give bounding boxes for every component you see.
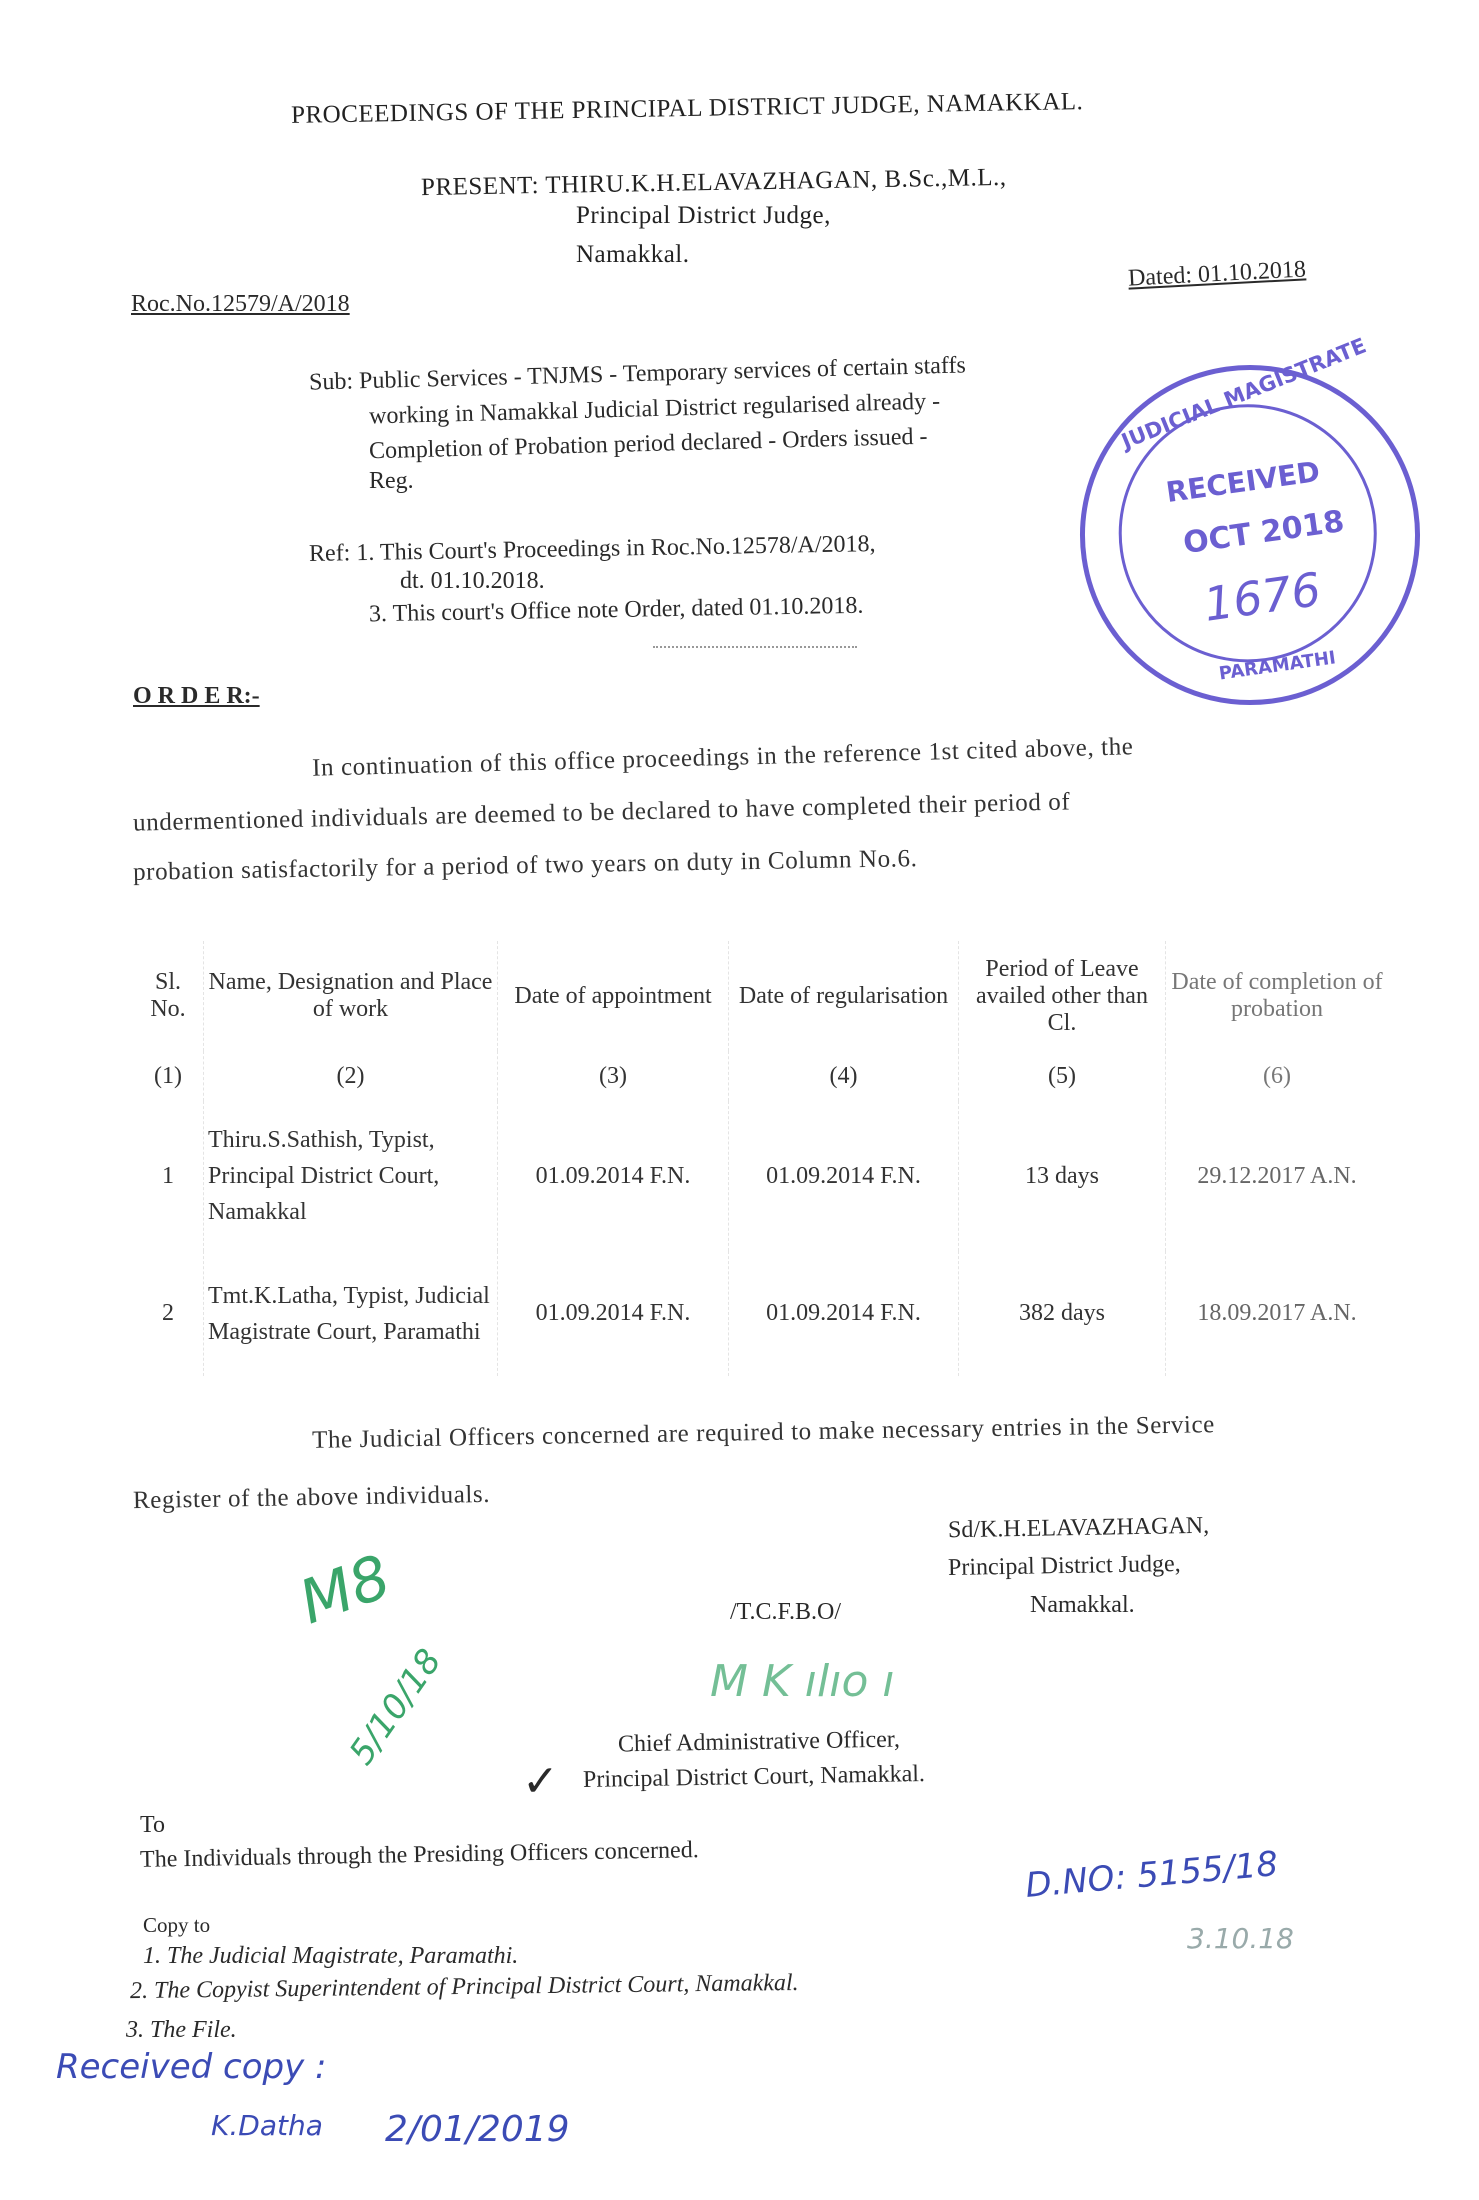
cell-completion: 29.12.2017 A.N.	[1166, 1101, 1389, 1251]
copy-item: 2. The Copyist Superintendent of Principal District Court, Namakkal.	[129, 1969, 799, 2005]
dispatch-date: 3.10.18	[1187, 1922, 1294, 1955]
header-appointment: Date of appointment	[498, 941, 729, 1051]
cell-completion: 18.09.2017 A.N.	[1166, 1251, 1389, 1376]
header-sl-no: Sl. No.	[150, 969, 186, 1022]
cell-leave: 382 days	[959, 1251, 1166, 1376]
column-number: (2)	[204, 1051, 498, 1101]
cell-name: Tmt.K.Latha, Typist, Judicial Magistrate Court, Paramathi	[204, 1251, 498, 1376]
subject-line: working in Namakkal Judicial District regularised already -	[368, 388, 941, 430]
receiver-signature: K.Datha	[211, 2109, 323, 2142]
dated: Dated: 01.10.2018	[1127, 256, 1307, 292]
stamp-bottom-text: PARAMATHI	[1217, 647, 1338, 685]
divider	[653, 646, 857, 648]
dispatch-number: D.NO: 5155/18	[1023, 1844, 1280, 1906]
column-number: (5)	[959, 1051, 1166, 1101]
green-initial-date: 5/10/18	[341, 1641, 450, 1773]
to-text: The Individuals through the Presiding Officers concerned.	[139, 1837, 699, 1873]
signer-designation: Principal District Judge,	[947, 1550, 1181, 1582]
column-number: (6)	[1166, 1051, 1389, 1101]
stamp-top-text: JUDICIAL MAGISTRATE	[1118, 333, 1370, 454]
received-date: 2/01/2019	[385, 2109, 570, 2150]
column-number: (1)	[154, 1062, 182, 1089]
tcfbo: /T.C.F.B.O/	[730, 1599, 841, 1625]
reference-line: Ref: 1. This Court's Proceedings in Roc.No.12578/A/2018,	[308, 531, 876, 567]
present-place: Namakkal.	[576, 241, 690, 268]
officer-title: Chief Administrative Officer,	[617, 1726, 901, 1758]
paragraph-line: probation satisfactorily for a period of two years on duty in Column No.6.	[132, 845, 918, 886]
subject-line: Reg.	[369, 468, 414, 494]
present-designation: Principal District Judge,	[576, 202, 831, 229]
paragraph-line: The Judicial Officers concerned are required to make necessary entries in the Service	[311, 1411, 1216, 1454]
to-label: To	[140, 1812, 165, 1838]
subject-line: Sub: Public Services - TNJMS - Temporary services of certain staffs	[308, 352, 967, 396]
roc-number: Roc.No.12579/A/2018	[131, 291, 350, 317]
stamp-date: OCT 2018	[1181, 503, 1347, 562]
stamp-received: RECEIVED	[1164, 454, 1322, 510]
header-regularisation: Date of regularisation	[729, 941, 959, 1051]
header-leave: Period of Leave availed other than Cl.	[959, 941, 1166, 1051]
cell-sl-no: 2	[162, 1300, 174, 1326]
copy-item: 3. The File.	[126, 2017, 237, 2043]
stamp-number: 1676	[1200, 562, 1324, 632]
green-officer-signature: M K ılıo ı	[710, 1656, 895, 1707]
cell-regularisation: 01.09.2014 F.N.	[729, 1101, 959, 1251]
header-completion: Date of completion of probation	[1166, 941, 1389, 1051]
received-stamp	[1058, 333, 1442, 727]
cell-name: Thiru.S.Sathish, Typist, Principal District Court, Namakkal	[204, 1101, 498, 1251]
subject-line: Completion of Probation period declared - Orders issued -	[368, 423, 928, 465]
order-heading: O R D E R:-	[133, 683, 260, 709]
reference-line: 3. This court's Office note Order, dated 01.10.2018.	[368, 592, 864, 628]
officer-place: Principal District Court, Namakkal.	[582, 1761, 926, 1793]
signed-by: Sd/K.H.ELAVAZHAGAN,	[947, 1512, 1210, 1544]
paragraph-line: Register of the above individuals.	[132, 1480, 491, 1515]
received-copy-note: Received copy :	[56, 2047, 327, 2087]
cell-regularisation: 01.09.2014 F.N.	[729, 1251, 959, 1376]
tick-mark-icon: ✓	[522, 1757, 559, 1806]
cell-appointment: 01.09.2014 F.N.	[498, 1251, 729, 1376]
reference-line: dt. 01.10.2018.	[400, 568, 545, 594]
column-number: (3)	[498, 1051, 729, 1101]
copy-item: 1. The Judicial Magistrate, Paramathi.	[143, 1943, 519, 1969]
present-line: PRESENT: THIRU.K.H.ELAVAZHAGAN, B.Sc.,M.L.,	[420, 163, 1007, 202]
cell-sl-no: 1	[162, 1162, 174, 1189]
paragraph-line: In continuation of this office proceedings in the reference 1st cited above, the	[311, 733, 1134, 782]
cell-appointment: 01.09.2014 F.N.	[498, 1101, 729, 1251]
green-initials-signature: M8	[290, 1541, 400, 1639]
table-row	[133, 1251, 1388, 1376]
paragraph-line: undermentioned individuals are deemed to be declared to have completed their period of	[132, 788, 1071, 837]
copy-label: Copy to	[143, 1913, 211, 1937]
signer-place: Namakkal.	[1030, 1592, 1135, 1618]
column-number: (4)	[729, 1051, 959, 1101]
cell-leave: 13 days	[959, 1101, 1166, 1251]
header-name: Name, Designation and Place of work	[204, 941, 498, 1051]
table-row	[133, 1101, 1388, 1251]
document-title: PROCEEDINGS OF THE PRINCIPAL DISTRICT JUDGE, NAMAKKAL.	[290, 88, 1084, 129]
probation-table	[133, 941, 1388, 1376]
